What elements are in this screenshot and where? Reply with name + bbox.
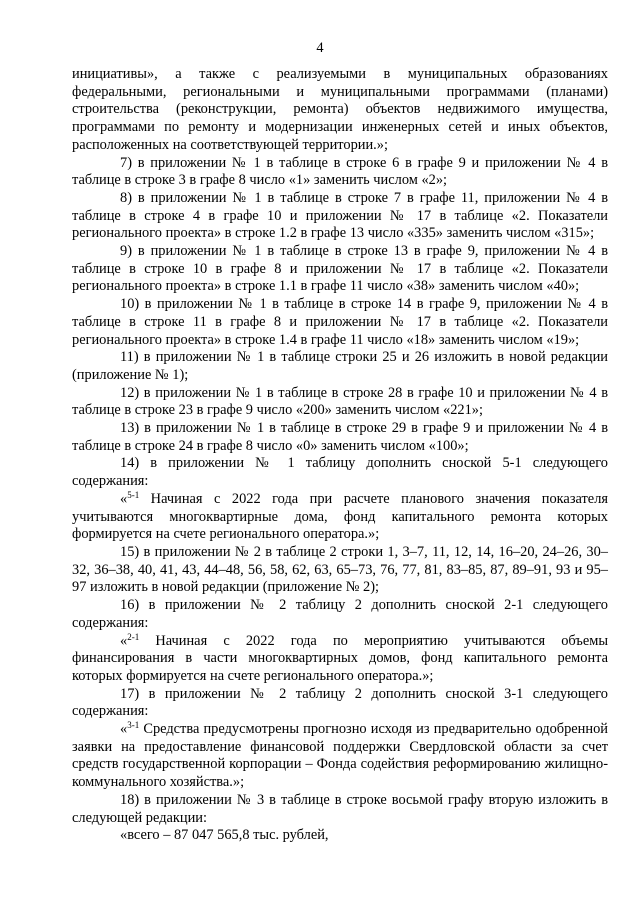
document-body [72, 66, 608, 845]
paragraph: 12) в приложении № 1 в таблице в строке 28 в графе 10 и приложении № 4 в таблице в строке 23 в графе 9 число «200» заменить числом «221»; [72, 384, 608, 419]
paragraph: 9) в приложении № 1 в таблице в строке 13 в графе 9, приложении № 4 в таблице в строке 10 в графе 8 и приложении № 17 в таблице «2. Показатели регионального проекта» в строке 1.1 в графе 11 число «38» заменить числом «40»; [72, 243, 608, 295]
footnote-text-paragraph: «$^{5-1}$ Начиная с 2022 года при расчете планового значения показателя учитываются многоквартирные дома, фонд капитального ремонта которых формируется на счете регионального оператора.»; [72, 489, 608, 543]
paragraph: 7) в приложении № 1 в таблице в строке 6 в графе 9 и приложении № 4 в таблице в строке 3 в графе 8 число «1» заменить числом «2»; [72, 154, 608, 189]
paragraph: 13) в приложении № 1 в таблице в строке 29 в графе 9 и приложении № 4 в таблице в строке 24 в графе 8 число «0» заменить числом «100»; [72, 420, 608, 454]
paragraph: 17) в приложении № 2 таблицу 2 дополнить сноской 3-1 следующего содержания: [72, 685, 608, 720]
paragraph: 14) в приложении № 1 таблицу дополнить сноской 5-1 следующего содержания: [72, 455, 608, 490]
footnote-text-paragraph: «$^{3-1}$ Средства предусмотрены прогнозно исходя из предварительно одобренной заявки на предоставление финансовой поддержки Свердловской области за счет средств государственной корпорации – Фонда содействия реформированию жилищно-коммунального хозяйства.»; [72, 720, 608, 791]
paragraph: 8) в приложении № 1 в таблице в строке 7 в графе 11, приложении № 4 в таблице в строке 4 в графе 10 и приложении № 17 в таблице «2. Показатели регионального проекта» в строке 1.2 в графе 13 число «335» заменить числом «315»; [72, 189, 608, 242]
paragraph: 15) в приложении № 2 в таблице 2 строки 1, 3–7, 11, 12, 14, 16–20, 24–26, 30–32, 36–38, 40, 41, 43, 44–48, 56, 58, 62, 63, 65–73, 76, 77, 81, 83–85, 87, 89–91, 93 и 95–97 изложить в новой редакции (приложение № 2); [72, 543, 608, 596]
paragraph: 16) в приложении № 2 таблицу 2 дополнить сноской 2-1 следующего содержания: [72, 597, 608, 631]
footnote-text-paragraph: «$^{2-1}$ Начиная с 2022 года по мероприятию учитываются объемы финансирования в части многоквартирных домов, фонд капитального ремонта которых формируется на счете регионального оператора.»; [72, 631, 608, 684]
paragraph: инициативы», а также с реализуемыми в муниципальных образованиях федеральными, региональными и муниципальными программами (планами) строительства (реконструкции, ремонта) объектов недвижимого имущества, программами по ремонту и модернизации инженерных сетей и иных объектов, расположенных на соответствующей территории.»; [72, 66, 608, 153]
page-number: 4 [316, 40, 324, 56]
paragraph: 18) в приложении № 3 в таблице в строке восьмой графу вторую изложить в следующей редакции: [72, 791, 608, 826]
paragraph: «всего – 87 047 565,8 тыс. рублей, [120, 827, 329, 844]
paragraph: 11) в приложении № 1 в таблице строки 25 и 26 изложить в новой редакции (приложение № 1); [72, 349, 608, 383]
footnote-marker: 3-1 [127, 720, 140, 731]
footnote-marker: 2-1 [127, 631, 140, 642]
footnote-marker: 5-1 [127, 489, 140, 500]
paragraph: 10) в приложении № 1 в таблице в строке 14 в графе 9, приложении № 4 в таблице в строке 11 в графе 8 и приложении № 17 в таблице «2. Показатели регионального проекта» в строке 1.4 в графе 11 число «18» заменить числом «19»; [72, 296, 608, 348]
